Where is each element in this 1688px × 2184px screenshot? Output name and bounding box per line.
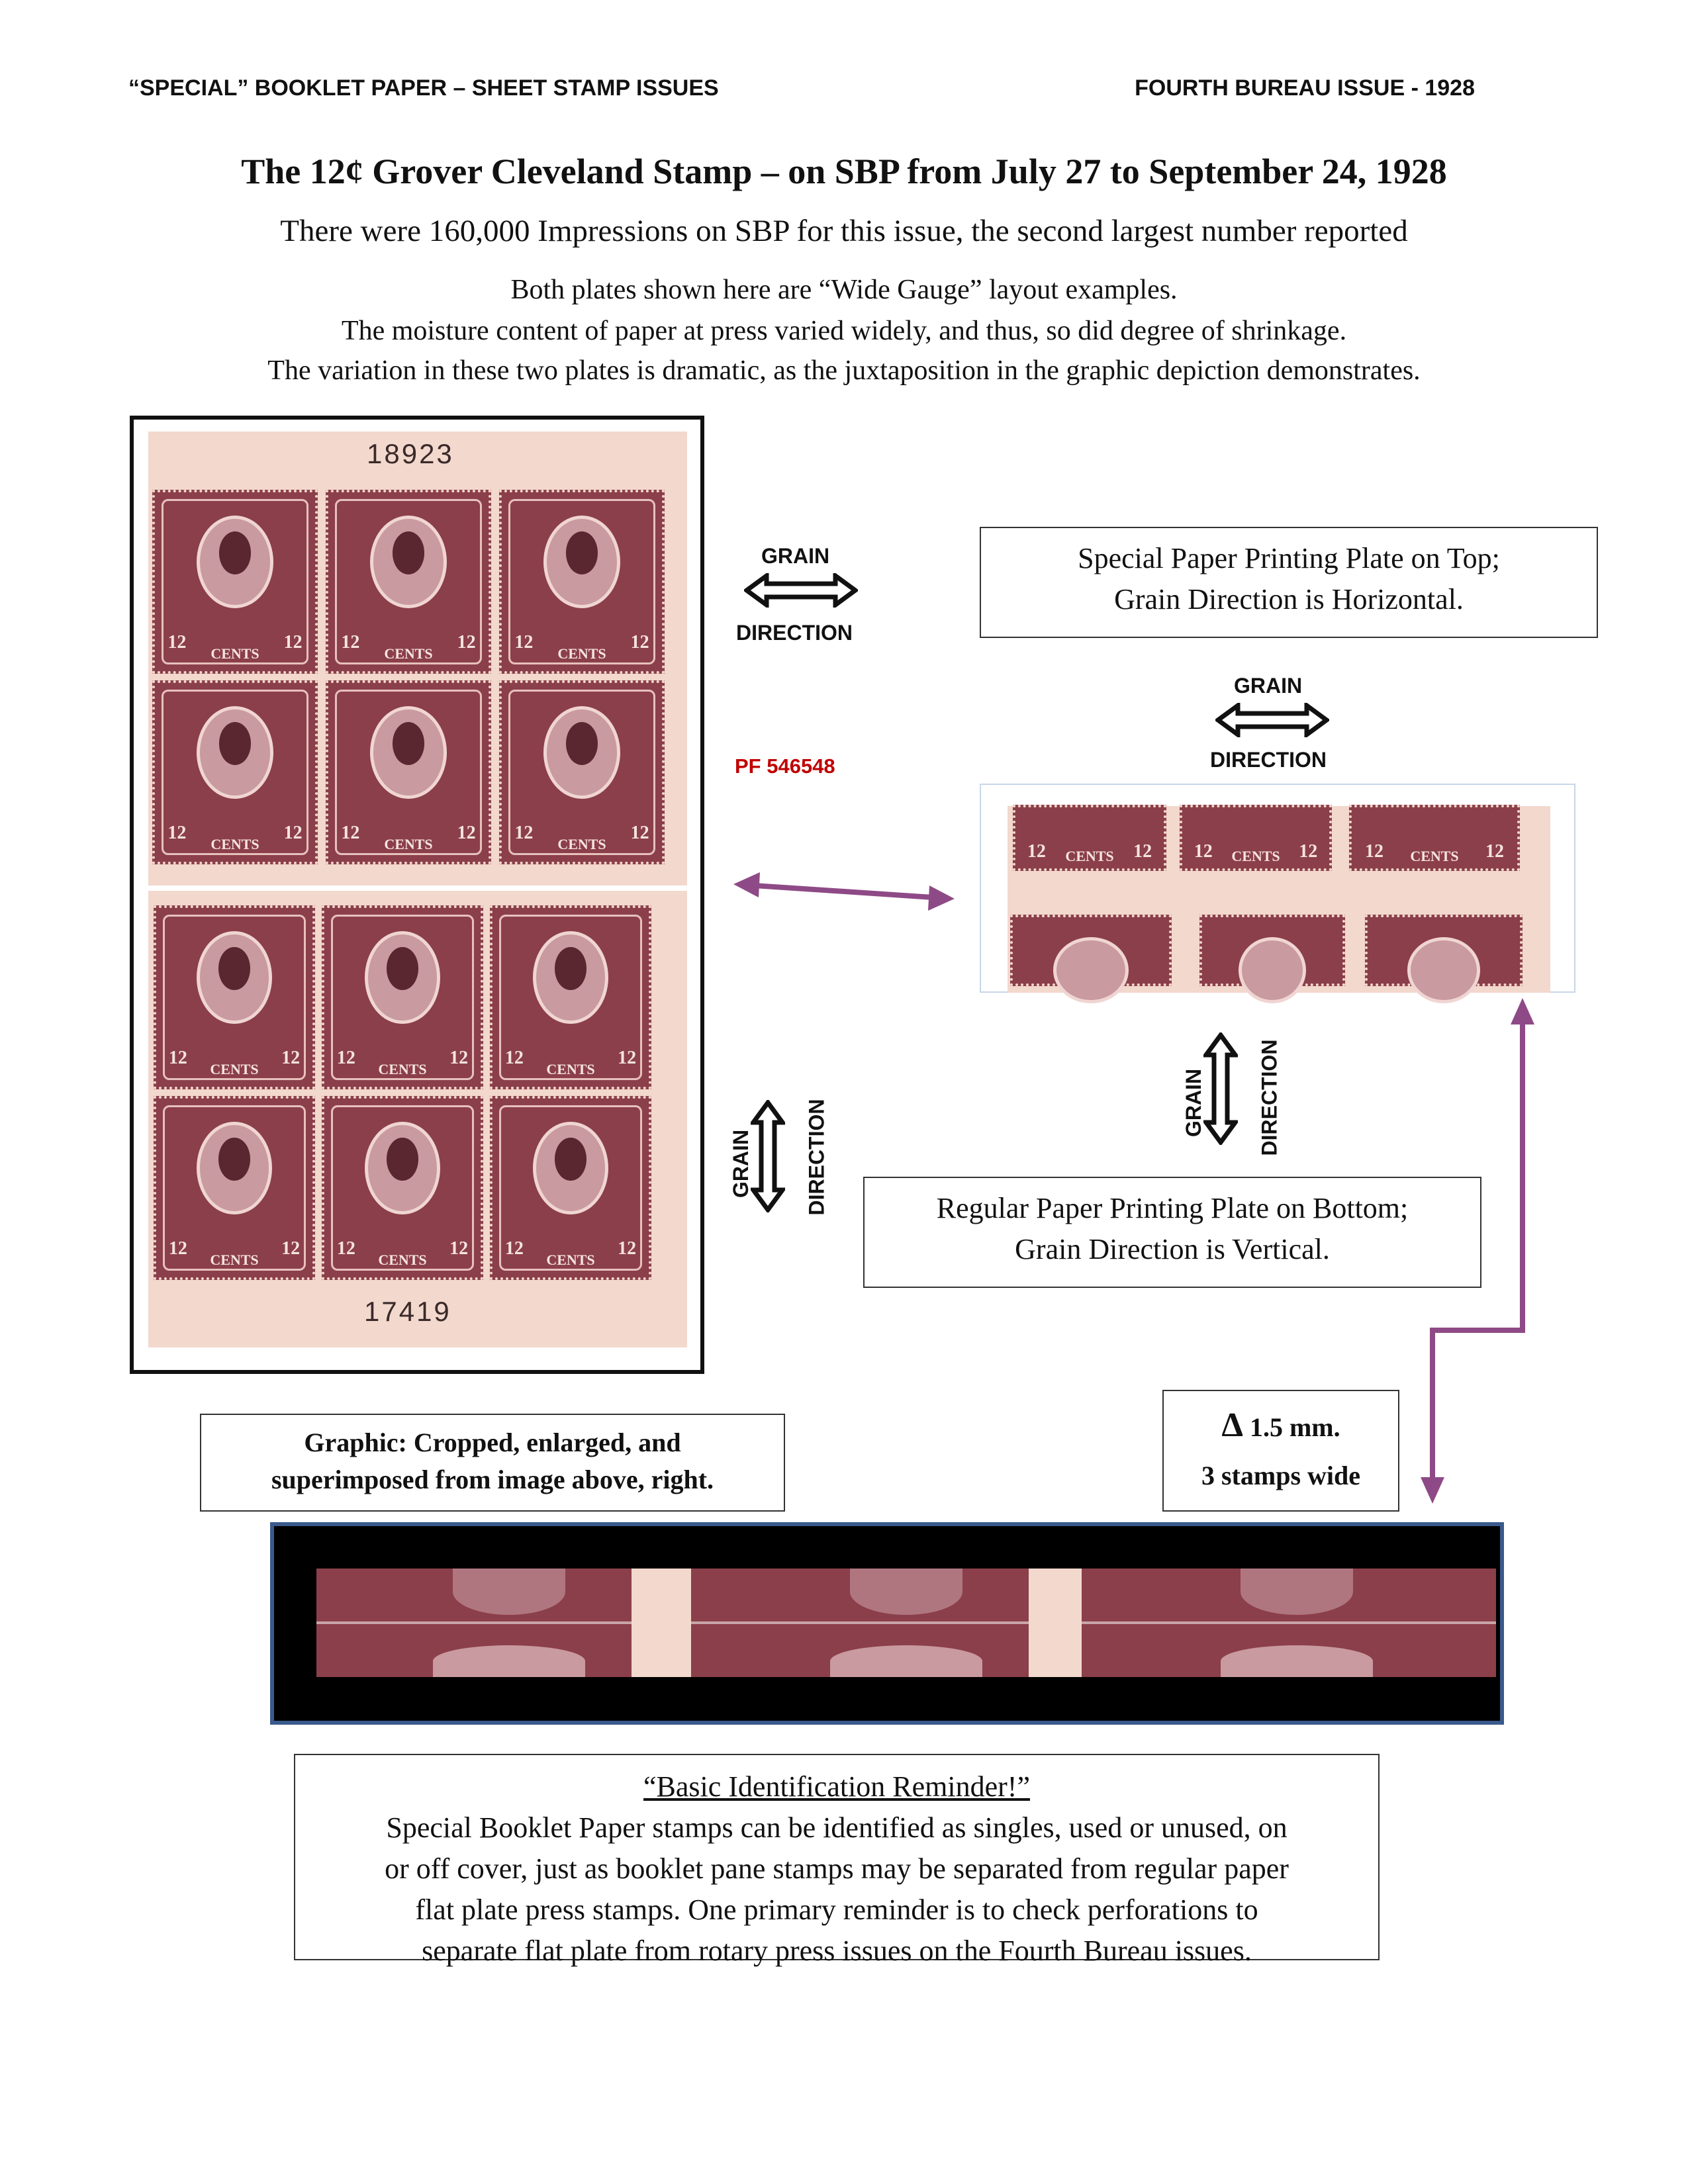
direction-label: DIRECTION [1210,748,1327,772]
stamp: 12 12 CENTS [499,490,665,674]
grain-label: GRAIN [729,1129,753,1199]
stamp: 12 12 CENTS [490,1096,651,1280]
stamp: 12 12 CENTS [326,490,491,674]
connector-arrow-horizontal [733,872,955,911]
reminder-line-3: flat plate press stamps. One primary reminder is to check perforations to [415,1893,1258,1926]
intro-line-1: Both plates shown here are “Wide Gauge” layout examples. [510,275,1178,305]
stamp: 12 12 CENTS [326,680,491,864]
stamp: 12 12 CENTS [152,680,318,864]
graphic-caption-line-1: Graphic: Cropped, enlarged, and [304,1428,681,1457]
identification-reminder [294,1754,1380,1967]
stamp: 12 12 CENTS [152,490,318,674]
enlarged-superimposed-graphic [270,1522,1504,1725]
page-subtitle: There were 160,000 Impressions on SBP for this issue, the second largest number reported [280,214,1408,248]
double-arrow-vertical-icon [751,1100,785,1212]
bottom-plate-number: 17419 [364,1296,451,1327]
running-header-left: “SPECIAL” BOOKLET PAPER – SHEET STAMP ISSUES [128,75,719,101]
stamp: 12 12 CENTS [154,905,315,1089]
stamp: 12 12 CENTS [1180,805,1332,871]
double-arrow-vertical-icon [1203,1032,1238,1145]
direction-label: DIRECTION [1257,1039,1282,1156]
graphic-caption [200,1414,785,1512]
grain-label: GRAIN [761,544,830,568]
regular-paper-note [863,1177,1481,1288]
top-plate-number: 18923 [367,438,454,469]
graphic-caption-line-2: superimposed from image above, right. [271,1465,714,1494]
reminder-line-4: separate flat plate from rotary press issues on the Fourth Bureau issues. [422,1934,1252,1967]
reminder-line-2: or off cover, just as booklet pane stamps may be separated from regular paper [385,1852,1289,1885]
regular-paper-line-2: Grain Direction is Vertical. [1015,1233,1330,1265]
stamp: 12 12 CENTS [322,1096,483,1280]
stamp: 12 12 CENTS [1013,805,1166,871]
running-header-right: FOURTH BUREAU ISSUE - 1928 [1135,75,1475,101]
reminder-title: “Basic Identification Reminder!” [643,1770,1030,1803]
stamp: 12 12 CENTS [1349,805,1520,871]
delta-measure: 1.5 mm. [1249,1412,1340,1442]
special-paper-line-1: Special Paper Printing Plate on Top; [1078,542,1500,574]
pf-certificate-number: PF 546548 [735,754,835,778]
delta-measurement-box [1162,1390,1399,1512]
stamp: 12 12 CENTS [499,680,665,864]
delta-width: 3 stamps wide [1201,1461,1361,1490]
direction-label: DIRECTION [804,1099,829,1216]
intro-line-3: The variation in these two plates is dramatic, as the juxtaposition in the graphic depiction demonstrates. [267,355,1421,386]
grain-label: GRAIN [1234,674,1303,698]
delta-symbol: Δ [1221,1406,1243,1444]
grain-label: GRAIN [1182,1068,1206,1138]
direction-label: DIRECTION [736,621,853,645]
intro-line-2: The moisture content of paper at press varied widely, and thus, so did degree of shrinkage. [341,316,1347,346]
regular-paper-line-1: Regular Paper Printing Plate on Bottom; [936,1192,1409,1224]
reminder-line-1: Special Booklet Paper stamps can be identified as singles, used or unused, on [386,1811,1288,1844]
stamp: 12 12 CENTS [490,905,651,1089]
page-title: The 12¢ Grover Cleveland Stamp – on SBP from July 27 to September 24, 1928 [241,152,1447,191]
special-paper-line-2: Grain Direction is Horizontal. [1114,583,1464,615]
stamp: 12 12 CENTS [322,905,483,1089]
stamp: 12 12 CENTS [154,1096,315,1280]
